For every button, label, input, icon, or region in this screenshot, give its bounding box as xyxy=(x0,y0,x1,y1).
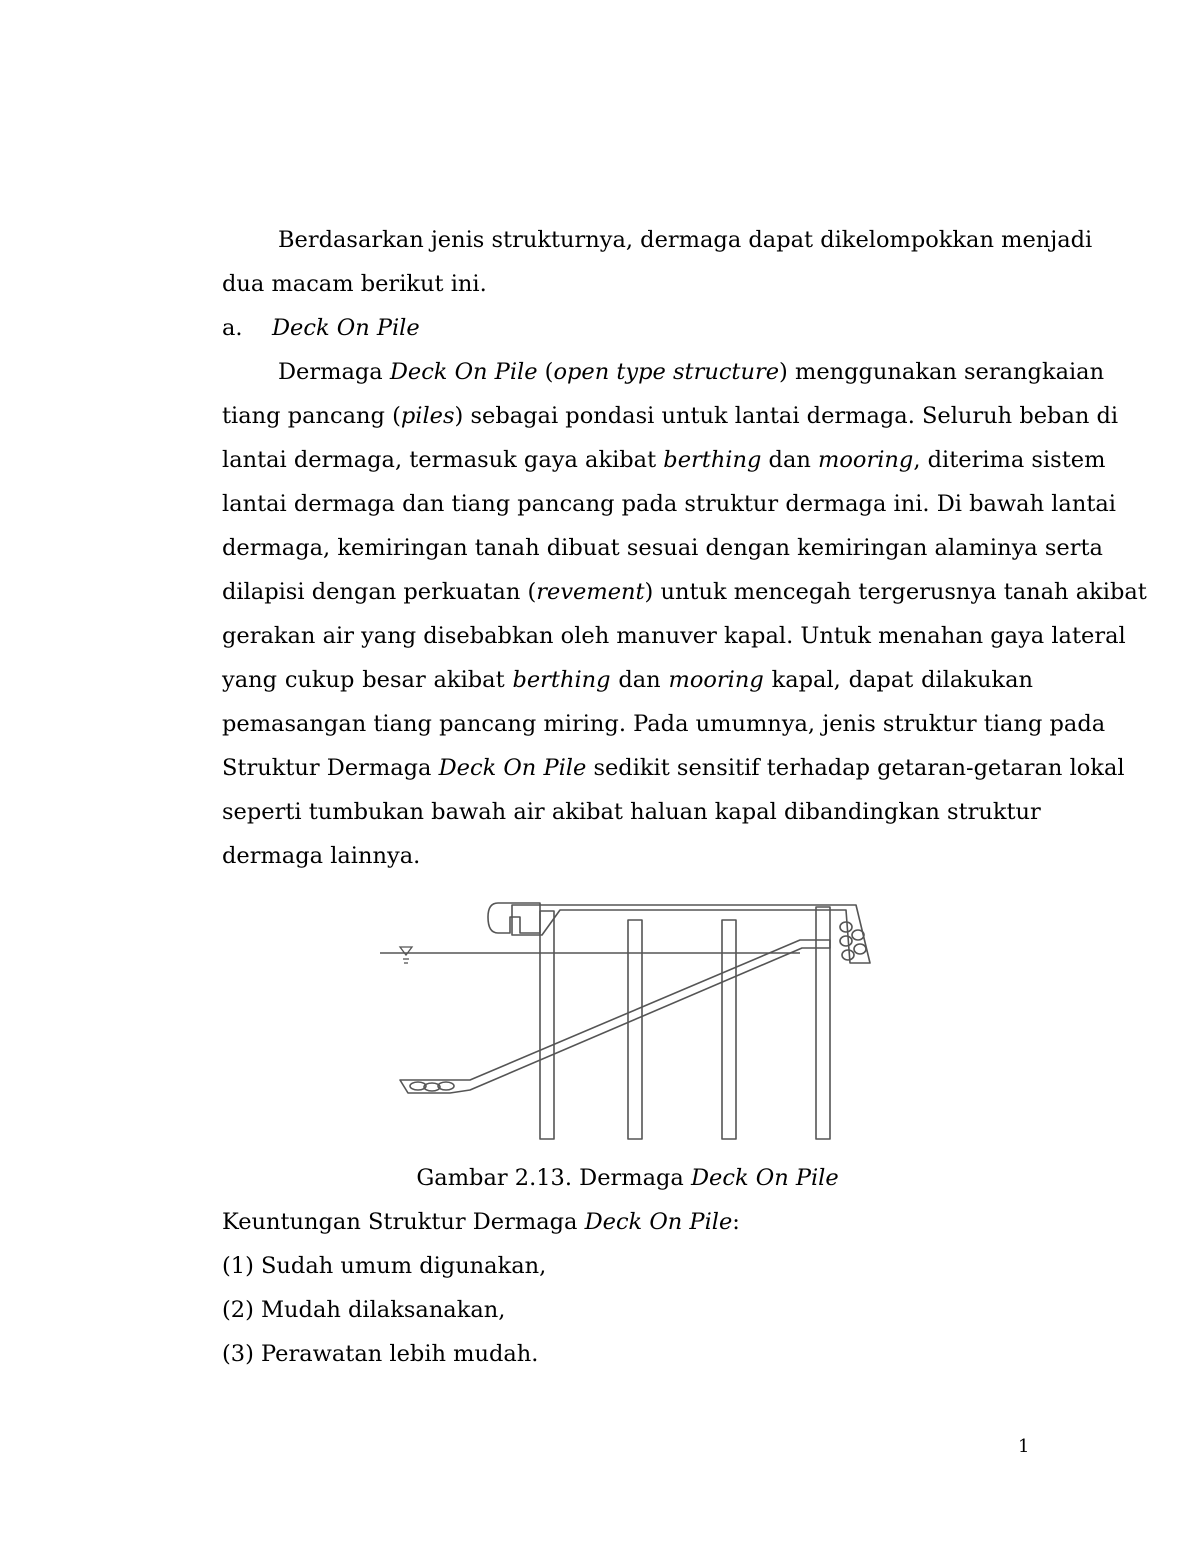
section-marker: a. xyxy=(222,315,243,341)
body-line: dermaga lainnya. xyxy=(222,843,421,869)
fender xyxy=(488,903,540,933)
intro-line-2: dua macam berikut ini. xyxy=(222,271,487,297)
body-line: yang cukup besar akibat berthing dan mooring kapal, dapat dilakukan xyxy=(222,667,1033,693)
page-number: 1 xyxy=(1018,1436,1030,1457)
advantages-list xyxy=(222,1200,740,1376)
intro-line-1: Berdasarkan jenis strukturnya, dermaga dapat dikelompokkan menjadi xyxy=(278,227,1093,253)
section-title: Deck On Pile xyxy=(272,315,420,341)
body-line: gerakan air yang disebabkan oleh manuver kapal. Untuk menahan gaya lateral xyxy=(222,623,1126,649)
pile-4 xyxy=(816,907,830,1139)
list-item: (3) Perawatan lebih mudah. xyxy=(222,1341,539,1367)
body-line: dermaga, kemiringan tanah dibuat sesuai dengan kemiringan alaminya serta xyxy=(222,535,1103,561)
water-level-symbol xyxy=(400,947,412,963)
body-line: seperti tumbukan bawah air akibat haluan kapal dibandingkan struktur xyxy=(222,799,1041,825)
body-paragraph xyxy=(222,350,1147,878)
revetment xyxy=(400,940,830,1093)
body-line: lantai dermaga dan tiang pancang pada struktur dermaga ini. Di bawah lantai xyxy=(222,491,1116,517)
list-item: (2) Mudah dilaksanakan, xyxy=(222,1297,506,1323)
body-line: tiang pancang (piles) sebagai pondasi untuk lantai dermaga. Seluruh beban di xyxy=(222,403,1119,429)
advantages-heading: Keuntungan Struktur Dermaga Deck On Pile: xyxy=(222,1209,740,1235)
figure-caption: Gambar 2.13. Dermaga Deck On Pile xyxy=(416,1165,839,1191)
intro-paragraph xyxy=(222,218,1093,306)
body-line: dilapisi dengan perkuatan (revement) untuk mencegah tergerusnya tanah akibat xyxy=(222,579,1147,605)
body-line: pemasangan tiang pancang miring. Pada umumnya, jenis struktur tiang pada xyxy=(222,711,1106,737)
body-line: lantai dermaga, termasuk gaya akibat berthing dan mooring, diterima sistem xyxy=(222,447,1106,473)
pile-1 xyxy=(540,911,554,1139)
body-line: Dermaga Deck On Pile (open type structure) menggunakan serangkaian xyxy=(278,359,1105,385)
body-line: Struktur Dermaga Deck On Pile sedikit sensitif terhadap getaran-getaran lokal xyxy=(222,755,1125,781)
list-item: (1) Sudah umum digunakan, xyxy=(222,1253,547,1279)
deck-on-pile-figure xyxy=(370,895,880,1145)
